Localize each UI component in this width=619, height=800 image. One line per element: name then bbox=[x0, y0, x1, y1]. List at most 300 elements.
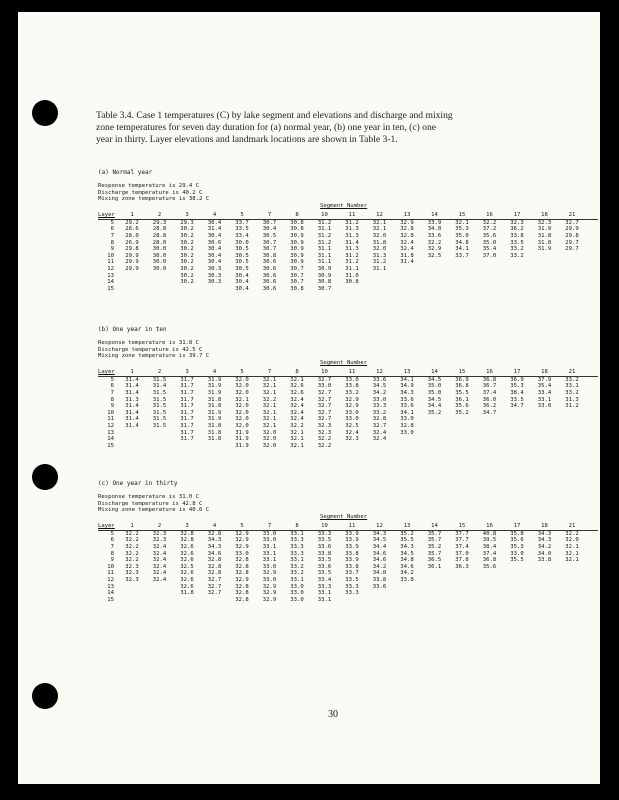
table-cell: 30.2 bbox=[180, 226, 194, 233]
table-cell: 32.0 bbox=[235, 383, 249, 390]
table-cell: 31.7 bbox=[180, 436, 194, 443]
table-cell: 28.0 bbox=[125, 232, 139, 239]
segment-header: 15 bbox=[458, 522, 466, 529]
table-cell: 36.9 bbox=[510, 376, 524, 383]
segment-header: 12 bbox=[376, 522, 383, 529]
table-cell: 37.0 bbox=[482, 252, 497, 259]
temperature-table bbox=[98, 368, 598, 450]
table-cell: 34.5 bbox=[372, 537, 387, 544]
table-cell: 33.1 bbox=[262, 557, 277, 564]
table-row bbox=[98, 443, 598, 450]
table-cell: 38.4 bbox=[510, 389, 524, 396]
table-cell: 34.3 bbox=[372, 530, 387, 537]
layer-cell: 10 bbox=[107, 409, 114, 416]
table-cell: 31.4 bbox=[345, 239, 359, 246]
table-cell: 32.2 bbox=[317, 442, 332, 449]
layer-cell: 12 bbox=[107, 576, 114, 583]
table-cell: 34.7 bbox=[510, 403, 524, 410]
table-cell: 34.0 bbox=[537, 550, 552, 557]
table-cell: 34.8 bbox=[455, 239, 469, 246]
table-cell: 33.0 bbox=[262, 563, 277, 570]
layer-cell: 8 bbox=[110, 396, 114, 403]
table-cell: 34.6 bbox=[400, 563, 414, 570]
segment-header: 3 bbox=[185, 522, 189, 529]
segment-header: 16 bbox=[486, 211, 493, 218]
segment-header: 1 bbox=[130, 368, 134, 375]
table-cell: 34.5 bbox=[427, 396, 442, 403]
table-cell: 33.3 bbox=[345, 583, 359, 590]
temperature-table bbox=[98, 522, 598, 604]
table-cell: 30.2 bbox=[180, 252, 194, 259]
page-number: 30 bbox=[328, 709, 338, 720]
table-cell: 36.8 bbox=[482, 557, 497, 564]
table-cell: 32.1 bbox=[262, 422, 277, 429]
table-cell: 31.1 bbox=[345, 265, 359, 272]
table-cell: 32.4 bbox=[400, 246, 414, 253]
table-cell: 31.2 bbox=[345, 259, 359, 266]
table-cell: 33.1 bbox=[290, 530, 304, 537]
table-cell: 31.9 bbox=[207, 416, 222, 423]
segment-header: 10 bbox=[321, 211, 328, 218]
table-cell: 31.4 bbox=[125, 383, 139, 390]
table-cell: 33.9 bbox=[345, 543, 359, 550]
table-cell: 32.4 bbox=[152, 543, 167, 550]
table-cell: 32.0 bbox=[565, 537, 579, 544]
table-cell: 32.3 bbox=[125, 563, 139, 570]
table-row bbox=[98, 557, 598, 564]
table-cell: 34.3 bbox=[537, 537, 552, 544]
table-cell: 31.9 bbox=[235, 429, 249, 436]
table-cell: 33.3 bbox=[317, 583, 332, 590]
table-cell: 31.3 bbox=[345, 232, 359, 239]
table-cell: 36.0 bbox=[482, 396, 497, 403]
segment-header: 16 bbox=[486, 522, 493, 529]
table-row bbox=[98, 544, 598, 551]
segment-header: 18 bbox=[541, 211, 548, 218]
layer-cell: 8 bbox=[110, 239, 114, 246]
layer-cell: 5 bbox=[110, 530, 114, 537]
table-cell: 32.8 bbox=[207, 530, 222, 537]
table-cell: 33.8 bbox=[345, 550, 359, 557]
table-cell: 31.8 bbox=[207, 396, 222, 403]
table-cell: 37.9 bbox=[537, 376, 552, 383]
layer-cell: 15 bbox=[107, 285, 114, 292]
table-cell: 36.8 bbox=[455, 383, 469, 390]
table-cell: 29.3 bbox=[180, 219, 194, 226]
layer-cell: 14 bbox=[107, 436, 114, 443]
layer-cell: 11 bbox=[107, 570, 114, 577]
segment-header: 8 bbox=[295, 211, 299, 218]
table-cell: 37.0 bbox=[455, 550, 469, 557]
table-cell: 33.6 bbox=[372, 583, 387, 590]
table-cell: 32.7 bbox=[317, 376, 332, 383]
mixing-zone-temperature: Mixing zone temperature is 38.2 C bbox=[98, 196, 210, 203]
layer-cell: 9 bbox=[110, 246, 114, 253]
table-cell: 32.0 bbox=[372, 246, 387, 253]
table-cell: 34.2 bbox=[372, 389, 387, 396]
table-cell: 28.8 bbox=[152, 226, 167, 233]
table-cell: 32.6 bbox=[290, 383, 304, 390]
table-cell: 30.2 bbox=[180, 232, 194, 239]
table-row bbox=[98, 377, 598, 384]
caption-line: Table 3.4. Case 1 temperatures (C) by lake segment and elevations and discharge and mixing bbox=[96, 110, 453, 121]
table-cell: 33.0 bbox=[537, 403, 552, 410]
table-cell: 32.0 bbox=[235, 409, 249, 416]
segment-header: 2 bbox=[157, 368, 162, 375]
table-cell: 32.0 bbox=[372, 232, 387, 239]
table-cell: 32.0 bbox=[262, 436, 277, 443]
table-cell: 33.3 bbox=[372, 403, 387, 410]
table-cell: 30.8 bbox=[262, 252, 277, 259]
table-cell: 31.5 bbox=[152, 416, 167, 423]
table-cell: 31.5 bbox=[152, 396, 167, 403]
table-cell: 33.1 bbox=[290, 557, 304, 564]
segment-header: 12 bbox=[376, 368, 383, 375]
layer-cell: 11 bbox=[107, 416, 114, 423]
table-cell: 28.8 bbox=[152, 232, 167, 239]
table-cell: 31.7 bbox=[180, 403, 194, 410]
table-cell: 31.3 bbox=[565, 396, 579, 403]
table-cell: 31.7 bbox=[180, 376, 194, 383]
table-cell: 31.8 bbox=[207, 403, 222, 410]
table-cell: 34.7 bbox=[482, 409, 497, 416]
segment-header: 2 bbox=[157, 211, 162, 218]
table-cell: 32.0 bbox=[235, 389, 249, 396]
table-cell: 35.5 bbox=[510, 557, 524, 564]
table-row bbox=[98, 246, 598, 253]
table-cell: 35.4 bbox=[537, 383, 552, 390]
segment-header: 4 bbox=[212, 368, 217, 375]
table-row bbox=[98, 259, 598, 266]
table-cell: 30.6 bbox=[262, 265, 277, 272]
table-cell: 37.4 bbox=[482, 550, 497, 557]
table-cell: 33.0 bbox=[345, 409, 359, 416]
table-cell: 33.7 bbox=[345, 570, 359, 577]
table-cell: 39.5 bbox=[482, 537, 497, 544]
table-cell: 33.2 bbox=[372, 409, 387, 416]
table-cell: 30.6 bbox=[262, 272, 277, 279]
segment-header: 18 bbox=[541, 368, 548, 375]
table-cell: 31.2 bbox=[345, 219, 359, 226]
table-cell: 32.8 bbox=[235, 557, 249, 564]
table-cell: 33.5 bbox=[317, 570, 332, 577]
table-cell: 31.9 bbox=[235, 436, 249, 443]
table-cell: 33.3 bbox=[345, 590, 359, 597]
table-row bbox=[98, 240, 598, 247]
table-cell: 32.8 bbox=[400, 422, 414, 429]
layer-cell: 15 bbox=[107, 442, 114, 449]
table-cell: 32.1 bbox=[290, 436, 304, 443]
segment-header: 15 bbox=[458, 368, 466, 375]
table-cell: 30.4 bbox=[235, 279, 249, 286]
table-cell: 33.9 bbox=[345, 537, 359, 544]
table-cell: 32.4 bbox=[400, 239, 414, 246]
table-cell: 34.2 bbox=[372, 563, 387, 570]
table-cell: 30.0 bbox=[152, 252, 167, 259]
layer-cell: 7 bbox=[110, 232, 114, 239]
response-temperature: Response temperature is 29.4 C bbox=[98, 183, 200, 189]
segment-header: 5 bbox=[240, 211, 244, 218]
discharge-temperature: Discharge temperature is 42.8 C bbox=[98, 500, 203, 507]
table-cell: 30.6 bbox=[262, 285, 277, 292]
table-cell: 29.7 bbox=[565, 246, 579, 253]
table-cell: 31.5 bbox=[152, 389, 167, 396]
table-cell: 33.8 bbox=[400, 576, 414, 583]
table-cell: 32.1 bbox=[565, 557, 579, 564]
binder-hole-icon bbox=[32, 683, 58, 709]
table-cell: 35.7 bbox=[427, 537, 442, 544]
table-cell: 34.0 bbox=[372, 570, 387, 577]
table-cell: 32.7 bbox=[565, 219, 579, 226]
table-cell: 32.4 bbox=[345, 429, 359, 436]
table-cell: 32.4 bbox=[372, 429, 387, 436]
segment-header: 4 bbox=[212, 522, 217, 529]
layer-cell: 9 bbox=[110, 557, 114, 564]
table-cell: 31.8 bbox=[400, 252, 414, 259]
table-cell: 33.3 bbox=[290, 550, 304, 557]
table-cell: 31.8 bbox=[207, 429, 222, 436]
layer-cell: 7 bbox=[110, 543, 114, 550]
table-cell: 32.1 bbox=[262, 416, 277, 423]
table-row bbox=[98, 577, 598, 584]
table-cell: 36.5 bbox=[427, 557, 442, 564]
table-cell: 34.6 bbox=[372, 550, 387, 557]
table-cell: 31.4 bbox=[152, 383, 167, 390]
table-cell: 28.0 bbox=[152, 239, 167, 246]
table-cell: 33.1 bbox=[262, 543, 277, 550]
table-cell: 32.4 bbox=[152, 563, 167, 570]
table-cell: 30.8 bbox=[290, 285, 304, 292]
layer-cell: 13 bbox=[107, 583, 114, 590]
layer-cell: 8 bbox=[110, 550, 114, 557]
table-cell: 40.8 bbox=[482, 530, 497, 537]
table-cell: 31.4 bbox=[400, 259, 414, 266]
table-cell: 32.8 bbox=[235, 563, 249, 570]
table-cell: 31.5 bbox=[152, 422, 167, 429]
table-cell: 31.4 bbox=[125, 376, 139, 383]
binder-hole-icon bbox=[32, 100, 58, 126]
table-cell: 35.5 bbox=[400, 537, 414, 544]
table-cell: 33.0 bbox=[317, 383, 332, 390]
table-cell: 31.1 bbox=[317, 246, 332, 253]
table-cell: 30.0 bbox=[235, 239, 249, 246]
layer-cell: 6 bbox=[110, 383, 114, 390]
table-cell: 33.0 bbox=[262, 537, 277, 544]
table-row bbox=[98, 416, 598, 423]
table-cell: 34.8 bbox=[400, 557, 414, 564]
table-cell: 32.4 bbox=[152, 570, 167, 577]
segment-header: 17 bbox=[513, 368, 521, 375]
binder-hole-icon bbox=[32, 464, 58, 490]
segment-header: 18 bbox=[541, 522, 548, 529]
table-cell: 32.9 bbox=[345, 396, 359, 403]
table-cell: 31.7 bbox=[180, 416, 194, 423]
table-cell: 32.3 bbox=[510, 219, 524, 226]
table-cell: 33.1 bbox=[317, 590, 332, 597]
table-cell: 36.1 bbox=[427, 563, 442, 570]
table-cell: 30.8 bbox=[290, 226, 304, 233]
table-cell: 31.7 bbox=[180, 383, 194, 390]
table-cell: 31.9 bbox=[207, 376, 222, 383]
table-cell: 33.0 bbox=[400, 429, 414, 436]
table-cell: 31.9 bbox=[207, 383, 222, 390]
table-row bbox=[98, 430, 598, 437]
table-cell: 32.8 bbox=[235, 596, 249, 603]
table-cell: 29.9 bbox=[125, 252, 139, 259]
layer-header: Layer bbox=[98, 522, 115, 529]
table-row bbox=[98, 266, 598, 273]
segment-header: 10 bbox=[321, 368, 328, 375]
segment-header: 3 bbox=[185, 368, 189, 375]
table-row bbox=[98, 383, 598, 390]
segment-header: 5 bbox=[240, 368, 244, 375]
table-cell: 32.9 bbox=[400, 219, 414, 226]
table-cell: 35.3 bbox=[510, 383, 524, 390]
table-cell: 29.8 bbox=[125, 246, 139, 253]
layer-cell: 10 bbox=[107, 563, 114, 570]
table-cell: 32.3 bbox=[317, 429, 332, 436]
table-cell: 32.1 bbox=[262, 389, 277, 396]
table-cell: 32.9 bbox=[235, 537, 249, 544]
table-cell: 32.1 bbox=[372, 226, 387, 233]
segment-header: 1 bbox=[130, 211, 134, 218]
table-caption bbox=[96, 110, 571, 146]
table-cell: 35.8 bbox=[510, 530, 524, 537]
table-cell: 33.3 bbox=[317, 530, 332, 537]
table-cell: 32.7 bbox=[207, 576, 222, 583]
table-cell: 33.5 bbox=[510, 396, 524, 403]
table-cell: 35.6 bbox=[510, 537, 524, 544]
table-cell: 30.9 bbox=[290, 252, 304, 259]
response-temperature: Response temperature is 31.0 C bbox=[98, 494, 200, 500]
table-cell: 30.8 bbox=[290, 219, 304, 226]
segment-header: 13 bbox=[403, 522, 411, 529]
table-cell: 33.2 bbox=[510, 246, 524, 253]
table-cell: 35.2 bbox=[427, 543, 442, 550]
table-cell: 31.8 bbox=[207, 436, 222, 443]
table-cell: 32.1 bbox=[290, 429, 304, 436]
table-cell: 31.8 bbox=[537, 232, 552, 239]
table-cell: 32.3 bbox=[345, 436, 359, 443]
table-cell: 34.2 bbox=[537, 543, 552, 550]
table-cell: 31.9 bbox=[207, 389, 222, 396]
table-cell: 33.8 bbox=[372, 576, 387, 583]
table-cell: 37.2 bbox=[482, 226, 497, 233]
table-cell: 32.4 bbox=[290, 403, 304, 410]
table-cell: 34.5 bbox=[427, 376, 442, 383]
table-cell: 32.7 bbox=[317, 409, 332, 416]
table-cell: 32.4 bbox=[152, 576, 167, 583]
layer-cell: 14 bbox=[107, 590, 114, 597]
table-cell: 33.6 bbox=[427, 232, 442, 239]
table-cell: 31.9 bbox=[537, 246, 552, 253]
table-cell: 33.0 bbox=[345, 416, 359, 423]
table-cell: 32.2 bbox=[125, 543, 139, 550]
segment-header: 1 bbox=[130, 522, 134, 529]
segment-header: 7 bbox=[267, 211, 272, 218]
table-cell: 32.8 bbox=[207, 563, 222, 570]
table-cell: 30.5 bbox=[235, 252, 249, 259]
table-row bbox=[98, 233, 598, 240]
table-row bbox=[98, 570, 598, 577]
table-cell: 32.2 bbox=[125, 557, 139, 564]
table-cell: 32.7 bbox=[317, 396, 332, 403]
table-cell: 31.2 bbox=[317, 239, 332, 246]
table-cell: 32.0 bbox=[235, 376, 249, 383]
segment-header: 15 bbox=[458, 211, 466, 218]
layer-cell: 11 bbox=[107, 259, 114, 266]
table-cell: 33.9 bbox=[345, 530, 359, 537]
table-cell: 30.4 bbox=[207, 259, 222, 266]
table-cell: 29.7 bbox=[565, 239, 579, 246]
table-header bbox=[98, 522, 598, 531]
table-cell: 31.9 bbox=[537, 226, 552, 233]
table-cell: 34.4 bbox=[427, 403, 442, 410]
table-cell: 35.7 bbox=[427, 530, 442, 537]
table-cell: 33.7 bbox=[455, 252, 469, 259]
table-cell: 34.3 bbox=[400, 389, 414, 396]
response-temperature: Response temperature is 31.8 C bbox=[98, 340, 200, 346]
table-cell: 34.0 bbox=[427, 226, 442, 233]
table-cell: 34.4 bbox=[372, 543, 387, 550]
table-row bbox=[98, 423, 598, 430]
table-cell: 32.8 bbox=[400, 226, 414, 233]
table-cell: 32.1 bbox=[565, 543, 579, 550]
table-cell: 32.2 bbox=[427, 239, 442, 246]
table-cell: 33.0 bbox=[400, 416, 414, 423]
table-cell: 32.8 bbox=[400, 232, 414, 239]
table-cell: 30.6 bbox=[262, 259, 277, 266]
table-cell: 32.9 bbox=[262, 570, 277, 577]
table-cell: 31.8 bbox=[207, 422, 222, 429]
table-cell: 32.6 bbox=[180, 570, 194, 577]
segment-header: 21 bbox=[568, 368, 576, 375]
table-cell: 33.2 bbox=[290, 563, 304, 570]
table-cell: 31.7 bbox=[180, 429, 194, 436]
table-cell: 31.4 bbox=[125, 389, 139, 396]
table-cell: 32.6 bbox=[180, 543, 194, 550]
table-cell: 30.4 bbox=[262, 226, 277, 233]
table-cell: 30.5 bbox=[262, 232, 277, 239]
segment-header: 21 bbox=[568, 522, 576, 529]
table-cell: 33.6 bbox=[372, 376, 387, 383]
table-cell: 31.8 bbox=[372, 239, 387, 246]
segment-number-label: Segment Number bbox=[320, 513, 368, 520]
table-cell: 37.7 bbox=[455, 537, 469, 544]
table-cell: 32.7 bbox=[207, 583, 222, 590]
table-cell: 36.2 bbox=[510, 226, 524, 233]
table-cell: 31.5 bbox=[152, 403, 167, 410]
table-cell: 33.6 bbox=[317, 563, 332, 570]
table-cell: 33.2 bbox=[345, 389, 359, 396]
table-cell: 30.4 bbox=[235, 272, 249, 279]
table-cell: 36.2 bbox=[482, 403, 497, 410]
table-cell: 32.1 bbox=[372, 219, 387, 226]
table-cell: 32.9 bbox=[235, 576, 249, 583]
segment-header: 11 bbox=[348, 211, 356, 218]
table-cell: 31.7 bbox=[180, 389, 194, 396]
discharge-temperature: Discharge temperature is 42.5 C bbox=[98, 346, 203, 353]
table-cell: 32.1 bbox=[262, 403, 277, 410]
table-cell: 30.0 bbox=[152, 246, 167, 253]
table-cell: 32.2 bbox=[125, 537, 139, 544]
table-cell: 30.5 bbox=[235, 259, 249, 266]
table-cell: 32.1 bbox=[262, 376, 277, 383]
table-cell: 32.9 bbox=[235, 530, 249, 537]
table-cell: 32.3 bbox=[537, 219, 552, 226]
table-row bbox=[98, 584, 598, 591]
table-cell: 33.0 bbox=[345, 376, 359, 383]
